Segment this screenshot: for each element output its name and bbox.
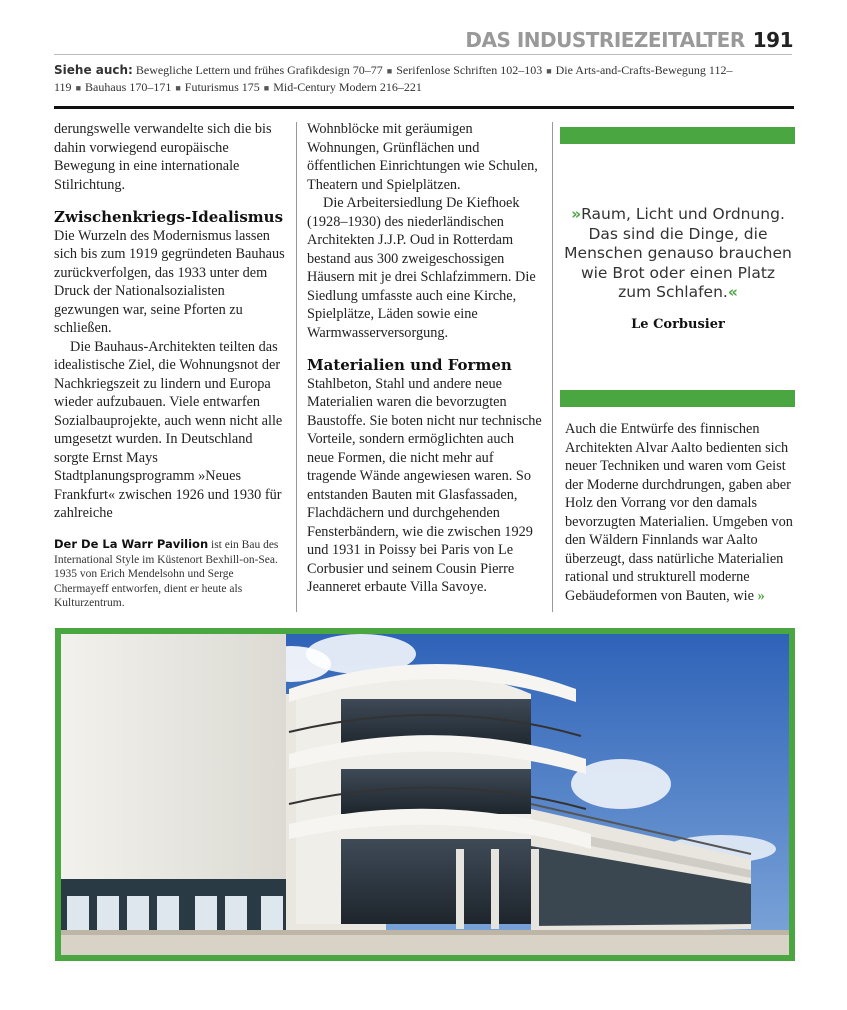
quote-close-mark: « [727, 283, 738, 301]
see-also-link[interactable]: Serifenlose Schriften 102–103 [396, 63, 543, 77]
body-paragraph: Die Bauhaus-Architekten teilten das idealistische Ziel, die Wohnungsnot der Nachkriegszeit zu lindern und Europa wieder aufzubauen. Viele entwarfen Sozialbauprojekte, auch wenn nicht alle umgesetzt wurden. In Deutschland sorgte Ernst Mays Stadtplanungsprogramm »Neues Frankfurt« zwischen 1926 und 1930 für zahlreiche [54, 338, 283, 521]
section-heading: Materialien und Formen [307, 356, 512, 374]
section-title: DAS INDUSTRIEZEITALTER [465, 28, 745, 52]
bullet-icon: ■ [263, 83, 270, 93]
photo-frame [55, 628, 795, 961]
caption-text: ist ein Bau des International Style im Küstenort Bexhill-on-Sea. 1935 von Erich Mendelsohn und Serge Chermayeff entworfen, dient er heute als Kulturzentrum. [54, 539, 279, 609]
body-paragraph: Wohnblöcke mit geräumigen Wohnungen, Grünflächen und öffentlichen Einrichtungen wie Schulen, Theatern und Spielplätzen. [307, 121, 538, 193]
caption-title: Der De La Warr Pavilion [54, 537, 209, 551]
quote-author: Le Corbusier [631, 317, 725, 332]
bullet-icon: ■ [75, 83, 81, 93]
body-paragraph: Die Wurzeln des Modernismus lassen sich bis zum 1919 gegründeten Bauhaus zurückverfolgen, das 1933 unter dem Druck der Nationalsozialisten gezwungen war, seine Pforten zu schließen. [54, 227, 285, 336]
see-also-link[interactable]: Die Arts-and-Crafts-Bewegung 112–119 [54, 63, 733, 94]
quote-text: Raum, Licht und Ordnung. Das sind die Dinge, die Menschen genauso brauchen wie Brot oder einen Platz zum Schlafen. [564, 205, 792, 301]
quote-top-bar [560, 127, 795, 144]
see-also-link[interactable]: Bewegliche Lettern und frühes Grafikdesign 70–77 [135, 63, 383, 77]
bullet-icon: ■ [386, 66, 393, 76]
photo-caption [54, 537, 286, 611]
content-divider [54, 106, 794, 109]
bullet-icon: ■ [546, 66, 552, 76]
see-also-link[interactable]: Bauhaus 170–171 [85, 80, 172, 94]
de-la-warr-pavilion-photo [61, 634, 789, 955]
see-also-link[interactable]: Futurismus 175 [184, 80, 260, 94]
text-column-1 [54, 120, 286, 523]
page-number: 191 [752, 28, 793, 52]
see-also-label: Siehe auch: [54, 63, 133, 77]
body-paragraph [565, 420, 795, 605]
continue-mark: » [757, 587, 765, 604]
text-column-2 [307, 120, 543, 597]
body-paragraph: Stahlbeton, Stahl und andere neue Materialien waren die bevorzugten Baustoffe. Sie boten nicht nur technische Vorteile, sondern ermöglichten auch neue Formen, die nicht mehr auf tragende Wände angewiesen waren. So entstanden Bauten mit Glasfassaden, Flachdächern und durchgehenden Fensterbändern, wie die zwischen 1929 und 1931 in Poissy bei Paris von Le Corbusier und seinem Cousin Pierre Jeanneret erbaute Villa Savoye. [307, 375, 542, 595]
header-divider [54, 54, 792, 55]
text-column-3 [565, 420, 795, 605]
section-heading: Zwischenkriegs-Idealismus [54, 208, 284, 226]
column-divider [552, 122, 553, 612]
body-paragraph: derungswelle verwandelte sich die bis dahin vorwiegend europäische Bewegung in eine internationale Stilrichtung. [54, 121, 272, 193]
column-divider [296, 122, 297, 612]
quote-bottom-bar [560, 390, 795, 407]
bullet-icon: ■ [175, 83, 181, 93]
quote-open-mark: » [571, 205, 582, 223]
body-paragraph: Die Arbeitersiedlung De Kiefhoek (1928–1930) des niederländischen Architekten J.J.P. Oud in Rotterdam bestand aus 300 zweigeschossigen Häusern mit je drei Schlafzimmern. Die Siedlung umfasste auch eine Kirche, Spielplätze, Läden sowie eine Warmwasserversorgung. [307, 195, 536, 341]
see-also-link[interactable]: Mid-Century Modern 216–221 [273, 80, 422, 94]
see-also-box [54, 62, 792, 96]
body-text: Auch die Entwürfe des finnischen Architekten Alvar Aalto bedienten sich neuer Techniken und waren vom Geist der Moderne durchdrungen, gaben aber Holz den Vorrang vor den damals bevorzugten Materialien. Umgeben von den Wäldern Finnlands war Aalto überzeugt, dass natürliche Materialien rational und strukturell moderne Gebäudeformen von Bauten, wie [565, 421, 793, 604]
section-header [465, 28, 793, 52]
pull-quote [562, 205, 794, 303]
